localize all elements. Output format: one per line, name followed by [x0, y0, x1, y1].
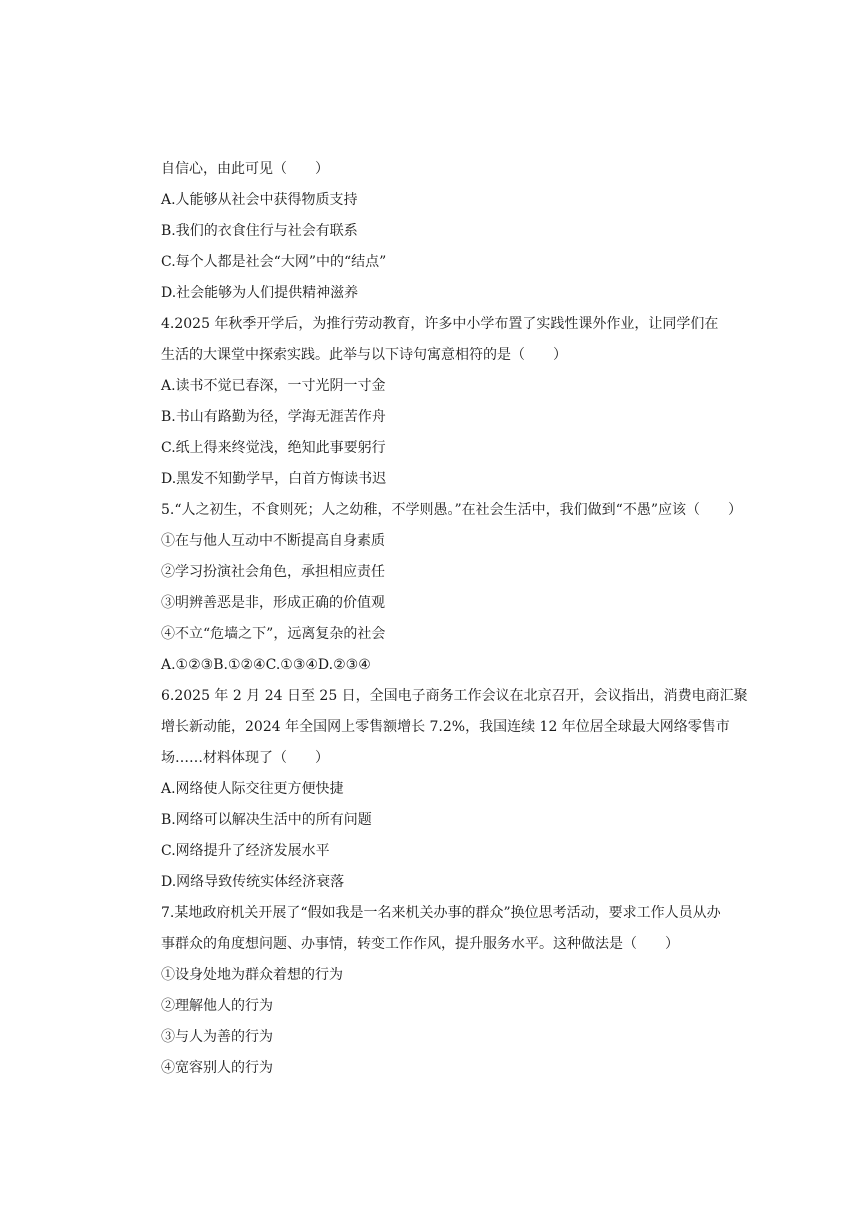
text-line: 增长新动能，2024 年全国网上零售额增长 7.2%，我国连续 12 年位居全球最大网络零售市 — [161, 719, 730, 735]
text-line: B.我们的衣食住行与社会有联系 — [161, 223, 358, 239]
text-line: 场……材料体现了（ ） — [161, 750, 329, 766]
text-line: ③明辨善恶是非，形成正确的价值观 — [161, 595, 385, 611]
text-line: D.社会能够为人们提供精神滋养 — [161, 285, 359, 301]
text-line: C.网络提升了经济发展水平 — [161, 843, 330, 859]
text-line: 4.2025 年秋季开学后，为推行劳动教育，许多中小学布置了实践性课外作业，让同学们在 — [161, 316, 719, 332]
text-line: ①设身处地为群众着想的行为 — [161, 967, 343, 983]
text-line: B.书山有路勤为径，学海无涯苦作舟 — [161, 409, 386, 425]
text-line: ④不立“危墙之下”，远离复杂的社会 — [161, 626, 386, 642]
text-line: 6.2025 年 2 月 24 日至 25 日，全国电子商务工作会议在北京召开，会议指出，消费电商汇聚 — [161, 688, 748, 704]
text-line: C.每个人都是社会“大网”中的“结点” — [161, 254, 387, 270]
text-line: ③与人为善的行为 — [161, 1029, 273, 1045]
text-line: A.网络使人际交往更方便快捷 — [161, 781, 344, 797]
text-line: D.网络导致传统实体经济衰落 — [161, 874, 345, 890]
text-line: ②理解他人的行为 — [161, 998, 273, 1014]
text-line: C.纸上得来终觉浅，绝知此事要躬行 — [161, 440, 386, 456]
text-line: 自信心，由此可见（ ） — [161, 161, 329, 177]
text-line: B.网络可以解决生活中的所有问题 — [161, 812, 372, 828]
text-line: A.人能够从社会中获得物质支持 — [161, 192, 358, 208]
text-line: ①在与他人互动中不断提高自身素质 — [161, 533, 385, 549]
text-line: D.黑发不知勤学早，白首方悔读书迟 — [161, 471, 387, 487]
text-line: ②学习扮演社会角色，承担相应责任 — [161, 564, 385, 580]
text-line: A.①②③B.①②④C.①③④D.②③④ — [161, 657, 371, 673]
text-line: ④宽容别人的行为 — [161, 1060, 273, 1076]
text-line: 生活的大课堂中探索实践。此举与以下诗句寓意相符的是（ ） — [161, 347, 567, 363]
text-line: 事群众的角度想问题、办事情，转变工作作风，提升服务水平。这种做法是（ ） — [161, 936, 679, 952]
text-line: 5.“人之初生，不食则死；人之幼稚，不学则愚。”在社会生活中，我们做到“不愚”应该（ ） — [161, 502, 742, 518]
text-line: A.读书不觉已春深，一寸光阴一寸金 — [161, 378, 386, 394]
text-line: 7.某地政府机关开展了“假如我是一名来机关办事的群众”换位思考活动，要求工作人员从办 — [161, 905, 721, 921]
